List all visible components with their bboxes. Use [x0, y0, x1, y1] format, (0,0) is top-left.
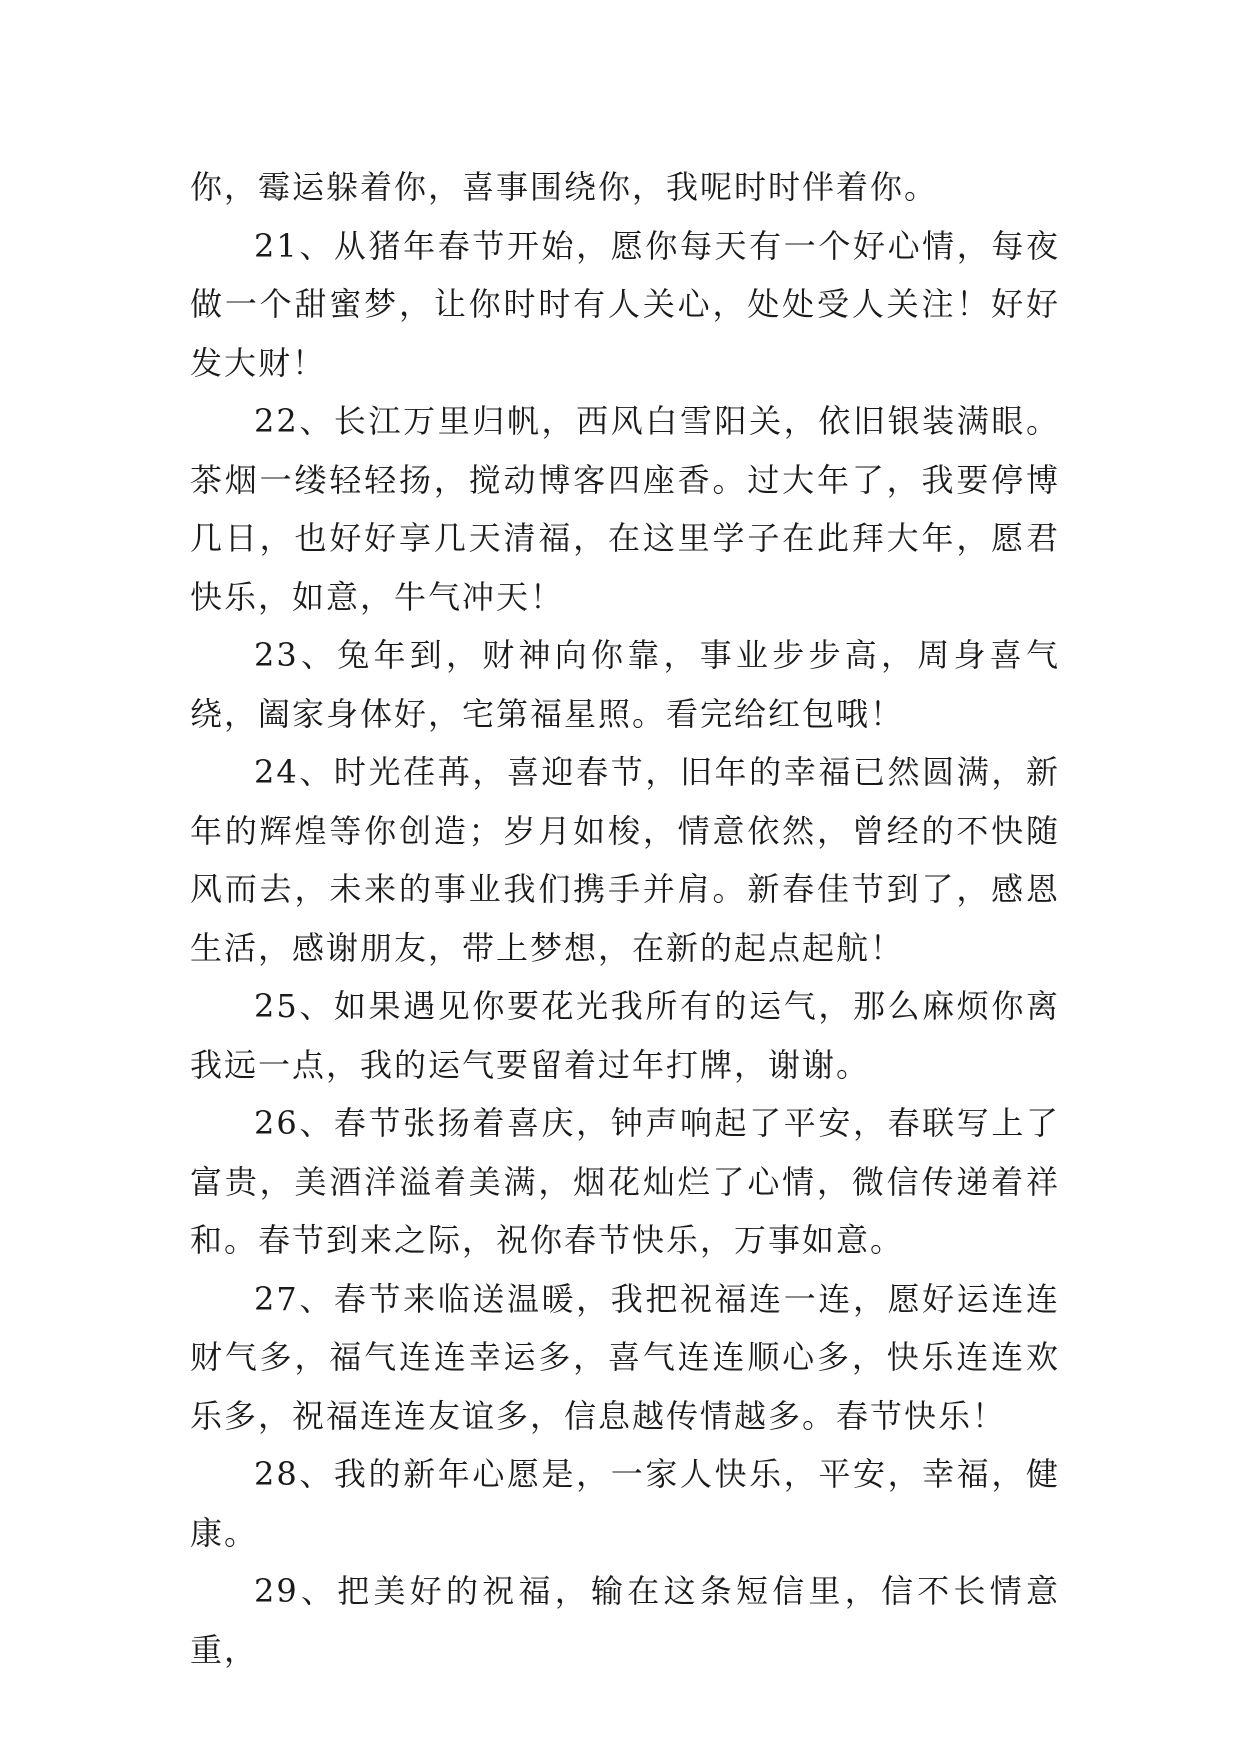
paragraph-21: 21、从猪年春节开始，愿你每天有一个好心情，每夜做一个甜蜜梦，让你时时有人关心，处处受人关注！好好发大财！	[190, 226, 1060, 382]
body-text	[190, 158, 1060, 1679]
paragraph-23: 23、兔年到，财神向你靠，事业步步高，周身喜气绕，阖家身体好，宅第福星照。看完给红包哦！	[190, 636, 1060, 733]
paragraph-24: 24、时光荏苒，喜迎春节，旧年的幸福已然圆满，新年的辉煌等你创造；岁月如梭，情意依然，曾经的不快随风而去，未来的事业我们携手并肩。新春佳节到了，感恩生活，感谢朋友，带上梦想，在新的起点起航！	[190, 753, 1060, 967]
paragraph-25: 25、如果遇见你要花光我所有的运气，那么麻烦你离我远一点，我的运气要留着过年打牌，谢谢。	[190, 987, 1060, 1084]
paragraph-26: 26、春节张扬着喜庆，钟声响起了平安，春联写上了富贵，美酒洋溢着美满，烟花灿烂了心情，微信传递着祥和。春节到来之际，祝你春节快乐，万事如意。	[190, 1104, 1060, 1259]
paragraph-22: 22、长江万里归帆，西风白雪阳关，依旧银装满眼。茶烟一缕轻轻扬，搅动博客四座香。过大年了，我要停博几日，也好好享几天清福，在这里学子在此拜大年，愿君快乐，如意，牛气冲天！	[190, 402, 1060, 616]
paragraph-continuation: 你，霉运躲着你，喜事围绕你，我呢时时伴着你。	[190, 168, 939, 206]
paragraph-27: 27、春节来临送温暖，我把祝福连一连，愿好运连连财气多，福气连连幸运多，喜气连连顺心多，快乐连连欢乐多，祝福连连友谊多，信息越传情越多。春节快乐！	[190, 1279, 1060, 1435]
paragraph-29: 29、把美好的祝福，输在这条短信里，信不长情意重，	[190, 1572, 1060, 1669]
paragraph-28: 28、我的新年心愿是，一家人快乐，平安，幸福，健康。	[190, 1455, 1060, 1552]
